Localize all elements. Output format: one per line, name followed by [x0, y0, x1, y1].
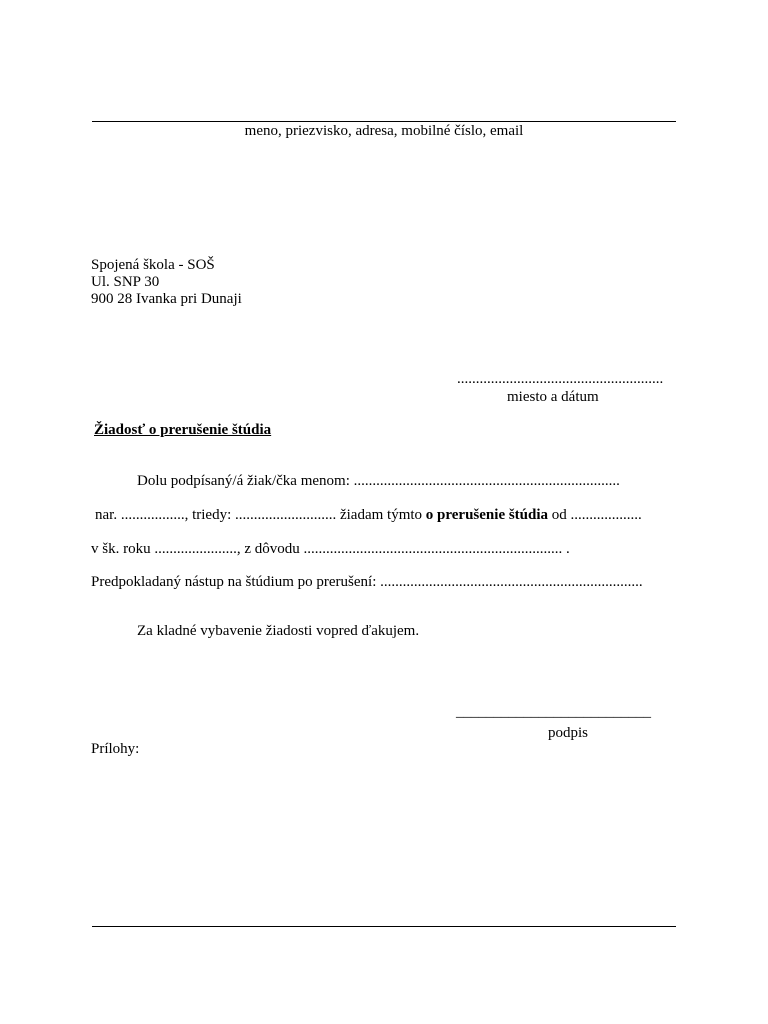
subject-heading: Žiadosť o prerušenie štúdia — [94, 422, 272, 438]
body-thanks: Za kladné vybavenie žiadosti vopred ďakujem. — [137, 623, 420, 639]
body-line-name: Dolu podpísaný/á žiak/čka menom: ....................................................................... — [137, 473, 620, 489]
place-date-caption: miesto a dátum — [507, 389, 599, 405]
attachments-label: Prílohy: — [91, 741, 140, 757]
body-line-birth-class — [95, 506, 642, 524]
body-line-birth-class-end: od ................... — [548, 507, 642, 523]
signature-caption: podpis — [548, 725, 589, 741]
signature-line: __________________________ — [456, 704, 651, 720]
recipient-line-3: 900 28 Ivanka pri Dunaji — [91, 291, 242, 307]
place-date-dots: ....................................................... — [457, 371, 664, 387]
recipient-line-2: Ul. SNP 30 — [91, 274, 160, 290]
body-line-year-reason: v šk. roku ......................, z dôvodu ..................................................................... . — [91, 541, 570, 557]
body-line-birth-class-start: nar. ................., triedy: ........................... žiadam týmto — [95, 507, 426, 523]
recipient-line-1: Spojená škola - SOŠ — [91, 257, 215, 273]
body-line-return: Predpokladaný nástup na štúdium po prerušení: ...................................................................... — [91, 574, 643, 590]
body-line-request-emphasis: o prerušenie štúdia — [425, 507, 549, 523]
sender-caption: meno, priezvisko, adresa, mobilné číslo, email — [244, 123, 524, 139]
bottom-rule — [92, 926, 676, 927]
